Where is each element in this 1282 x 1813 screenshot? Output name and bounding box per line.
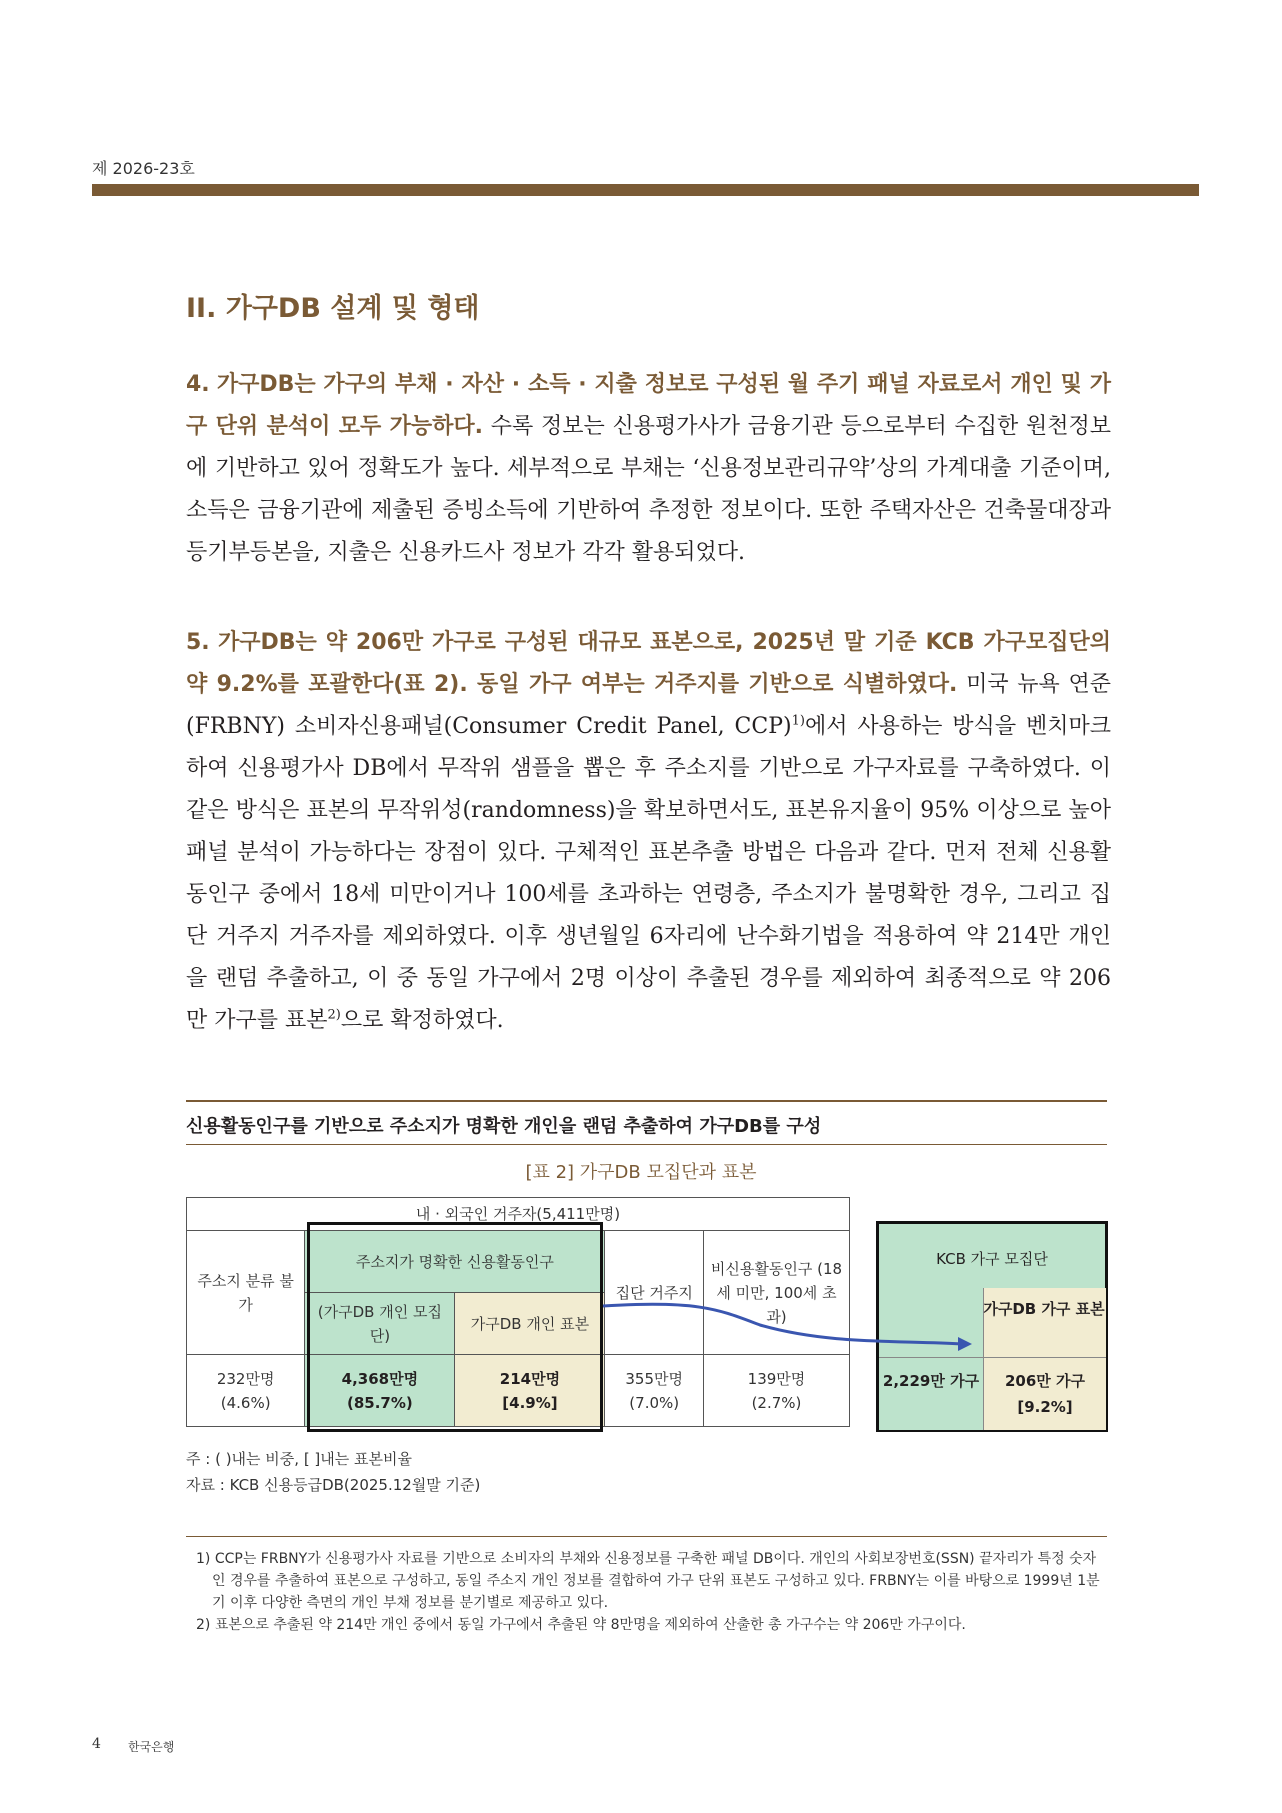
paragraph-number: 5.: [186, 630, 210, 655]
paragraph-number: 4.: [186, 372, 210, 397]
kcb-sample-label: 가구DB 가구 표본: [983, 1300, 1105, 1318]
cell-unknown: 232만명 (4.6%): [187, 1355, 305, 1427]
cell-group: 355만명 (7.0%): [605, 1355, 704, 1427]
footnote-2: 2) 표본으로 추출된 약 214만 개인 중에서 동일 가구에서 추출된 약 8만명을 제외하여 산출한 총 가구수는 약 206만 가구이다.: [196, 1617, 966, 1633]
header-clear-address: 주소지가 명확한 신용활동인구: [305, 1231, 605, 1293]
cell-sample: 214만명 [4.9%]: [455, 1355, 605, 1427]
cell-population: 4,368만명 (85.7%): [305, 1355, 455, 1427]
paragraph-body: 미국 뉴욕 연준(FRBNY) 소비자신용패널(Consumer Credit Panel, CCP): [186, 672, 1111, 739]
box-rule-top: [186, 1100, 1107, 1102]
paragraph-5: [186, 622, 1111, 1042]
footnote-rule: [186, 1536, 1107, 1537]
footnote-ref[interactable]: 1): [791, 713, 805, 729]
header-bar: [92, 184, 1199, 196]
table-caption: [표 2] 가구DB 모집단과 표본: [525, 1162, 757, 1183]
kcb-value: 2,229만 가구: [882, 1372, 980, 1390]
paragraph-lead: 가구DB는 약 206만 가구로 구성된 대규모 표본으로, 2025년 말 기준 KCB 가구모집단의 약 9.2%를 포괄한다(표 2). 동일 가구 여부는 거주지를 기반으로 식별하였다.: [186, 630, 1112, 697]
paragraph-body: 에서 사용하는 방식을 벤치마크하여 신용평가사 DB에서 무작위 샘플을 뽑은 후 주소지를 기반으로 가구자료를 구축하였다. 이 같은 방식은 표본의 무작위성(randomness)을 확보하면서도, 표본유지율이 95% 이상으로 높아 패널 분석이 가능하다는 장점이 있다. 구체적인 표본추출 방법은 다음과 같다. 먼저 전체 신용활동인구 중에서 18세 미만이거나 100세를 초과하는 연령층, 주소지가 불명확한 경우, 그리고 집단 거주지 거주자를 제외하였다. 이후 생년월일 6자리에 난수화기법을 적용하여 약 214만 개인을 랜덤 추출하고, 이 중 동일 가구에서 2명 이상이 추출된 경우를 제외하여 최종적으로 약 206만 가구를 표본: [186, 714, 1111, 1033]
paragraph-body: 수록 정보는 신용평가사가 금융기관 등으로부터 수집한 원천정보에 기반하고 있어 정확도가 높다. 세부적으로 부채는 ‘신용정보관리규약’상의 가계대출 기준이며, 소득은 금융기관에 제출된 증빙소득에 기반하여 추정한 정보이다. 또한 주택자산은 건축물대장과 등기부등본을, 지출은 신용카드사 정보가 각각 활용되었다.: [186, 414, 1112, 565]
organization-name: 한국은행: [128, 1740, 175, 1754]
header-group-residence: 집단 거주지: [605, 1231, 704, 1355]
table-source: 자료 : KCB 신용등급DB(2025.12월말 기준): [186, 1476, 481, 1494]
header-noncredit: 비신용활동인구 (18세 미만, 100세 초과): [703, 1231, 849, 1355]
box-title: 신용활동인구를 기반으로 주소지가 명확한 개인을 랜덤 추출하여 가구DB를 구성: [186, 1116, 822, 1137]
cell-noncredit: 139만명 (2.7%): [703, 1355, 849, 1427]
table-top-header: 내 · 외국인 거주자(5,411만명): [187, 1198, 850, 1231]
footnote-1: 1) CCP는 FRBNY가 신용평가사 자료를 기반으로 소비자의 부채와 신용정보를 구축한 패널 DB이다. 개인의 사회보장번호(SSN) 끝자리가 특정 숫자인 경우를 추출하여 표본으로 구성하고, 동일 주소지 개인 정보를 결합하여 가구 단위 표본도 구성하고 있다. FRBNY는 이를 바탕으로 1999년 1분기 이후 다양한 측면의 개인 부채 정보를 분기별로 제공하고 있다.: [196, 1551, 1100, 1611]
page-number: 4: [92, 1736, 101, 1752]
paragraph-4: [186, 364, 1111, 574]
header-unknown: 주소지 분류 불가: [187, 1231, 305, 1355]
kcb-household-box: [876, 1221, 1108, 1432]
footnotes: [196, 1548, 1106, 1636]
kcb-sample-value: 206만 가구 [9.2%]: [1004, 1372, 1085, 1416]
issue-number: 제 2026-23호: [92, 159, 195, 178]
paragraph-lead: 가구DB는 가구의 부채 · 자산 · 소득 · 지출 정보로 구성된 월 주기 패널 자료로서 개인 및 가구 단위 분석이 모두 가능하다.: [186, 372, 1111, 439]
header-sample: 가구DB 개인 표본: [455, 1293, 605, 1355]
population-table: [186, 1197, 850, 1427]
kcb-label: KCB 가구 모집단: [936, 1250, 1048, 1268]
footnote-ref[interactable]: 2): [327, 1007, 341, 1023]
table-note: 주 : ( )내는 비중, [ ]내는 표본비율: [186, 1450, 412, 1468]
box-rule-bottom: [186, 1144, 1107, 1145]
header-population: (가구DB 개인 모집단): [305, 1293, 455, 1355]
section-title: II. 가구DB 설계 및 형태: [186, 293, 480, 324]
paragraph-body: 으로 확정하였다.: [340, 1008, 504, 1033]
